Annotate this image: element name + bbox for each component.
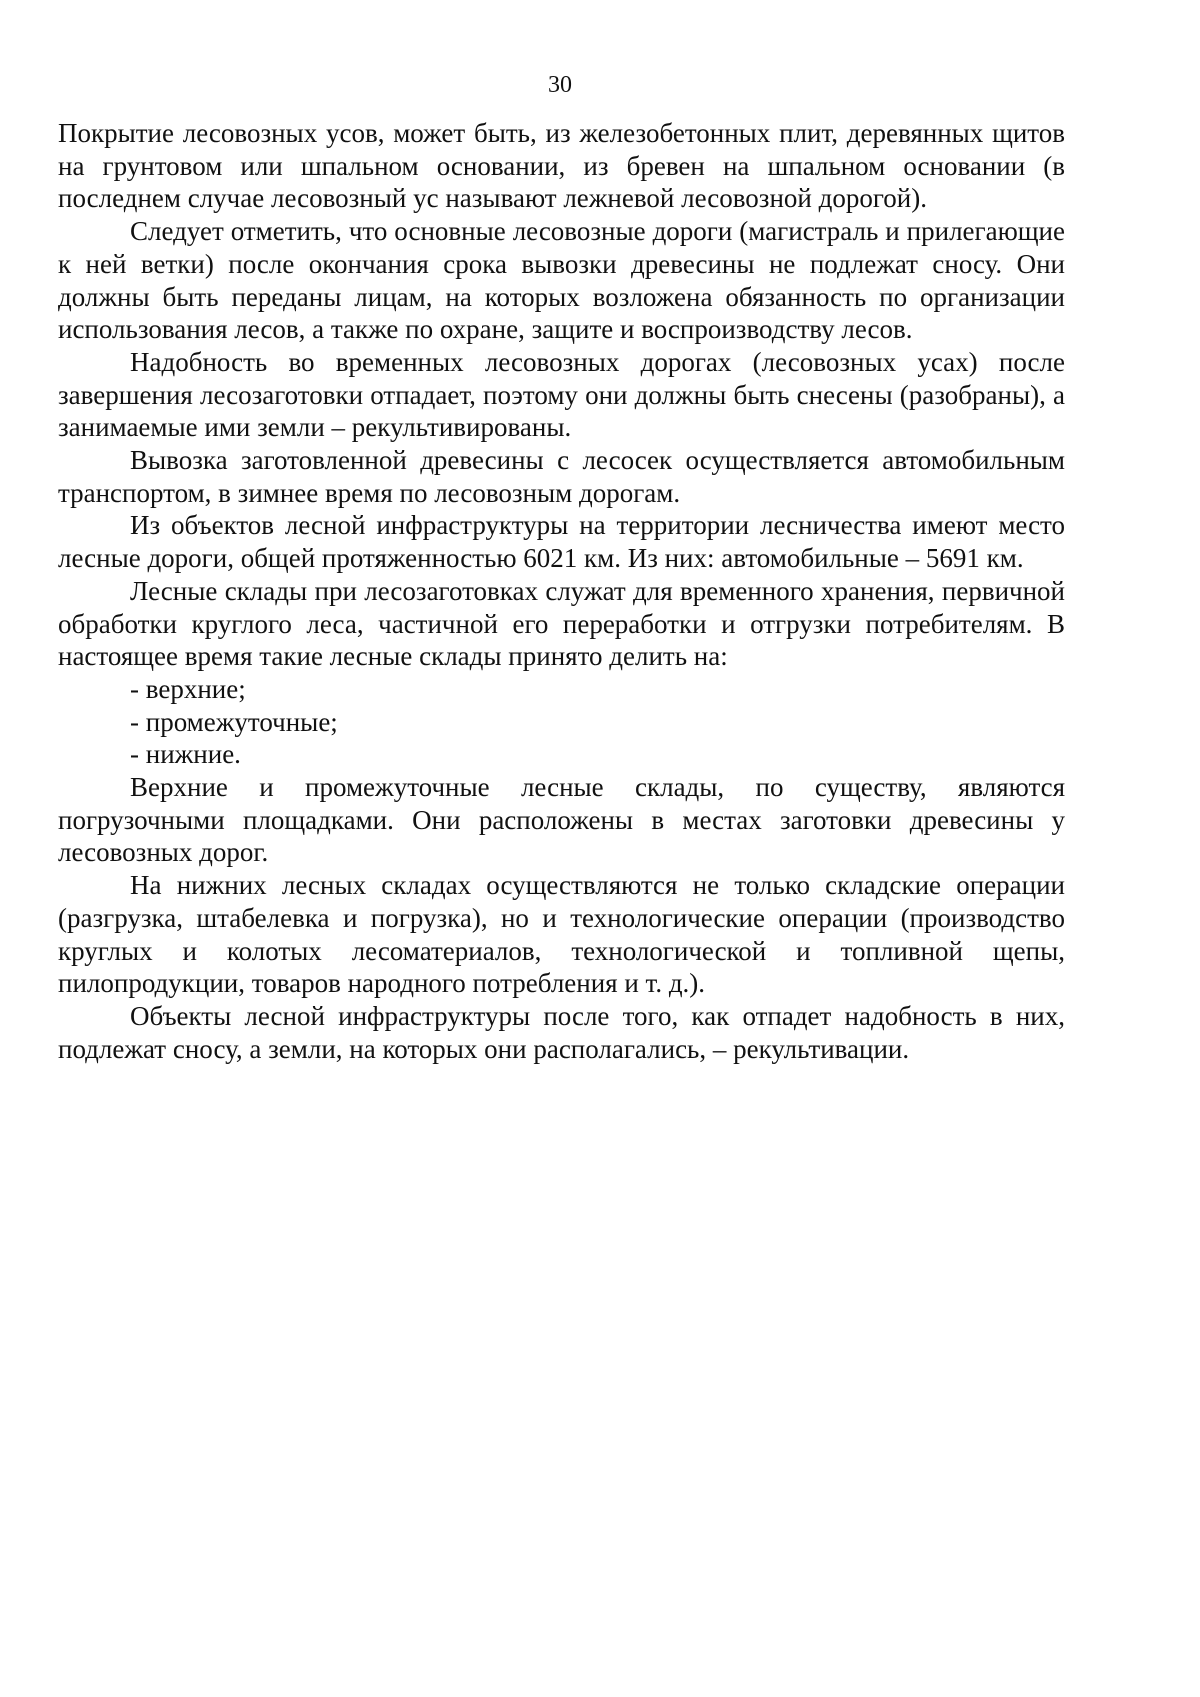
paragraph-forest-roads-length: Из объектов лесной инфраструктуры на территории лесничества имеют место лесные дороги, общей протяженностью 6021 км. Из них: автомобильные – 5691 км.: [58, 510, 1065, 574]
paragraph-lower-warehouses: На нижних лесных складах осуществляются не только складские операции (разгрузка, штабелевка и погрузка), но и технологические операции (производство круглых и колотых лесоматериалов, технологической и топливной щепы, пилопродукции, товаров народного потребления и т. д.).: [58, 870, 1065, 999]
paragraph-main-roads: Следует отметить, что основные лесовозные дороги (магистраль и прилегающие к ней ветки) после окончания срока вывозки древесины не подлежат сносу. Они должны быть переданы лицам, на которых возложена обязанность по организации использования лесов, а также по охране, защите и воспроизводству лесов.: [58, 216, 1065, 345]
list-item-intermediate: - промежуточные;: [130, 706, 338, 737]
list-item-lower: - нижние.: [130, 739, 241, 770]
paragraph-timber-transport: Вывозка заготовленной древесины с лесосек осуществляется автомобильным транспортом, в зимнее время по лесовозным дорогам.: [58, 445, 1065, 508]
paragraph-reclamation: Объекты лесной инфраструктуры после того, как отпадет надобность в них, подлежат сносу, а земли, на которых они располагались, – рекультивации.: [58, 1000, 1065, 1064]
page-number: 30: [548, 72, 572, 98]
paragraph-forest-warehouses: Лесные склады при лесозаготовках служат для временного хранения, первичной обработки круглого леса, частичной его переработки и отгрузки потребителям. В настоящее время такие лесные склады принято делить на:: [58, 575, 1065, 672]
paragraph-temporary-roads: Надобность во временных лесовозных дорогах (лесовозных усах) после завершения лесозаготовки отпадает, поэтому они должны быть снесены (разобраны), а занимаемые ими земли – рекультивированы.: [58, 346, 1065, 443]
paragraph-road-surface: Покрытие лесовозных усов, может быть, из железобетонных плит, деревянных щитов на грунтовом или шпальном основании, из бревен на шпальном основании (в последнем случае лесовозный ус называют лежневой лесовозной дорогой).: [58, 118, 1065, 214]
paragraph-loading-sites: Верхние и промежуточные лесные склады, по существу, являются погрузочными площадками. Они расположены в местах заготовки древесины у лесовозных дорог.: [58, 772, 1065, 868]
text-body: [58, 117, 1065, 1065]
list-item-upper: - верхние;: [130, 673, 246, 704]
